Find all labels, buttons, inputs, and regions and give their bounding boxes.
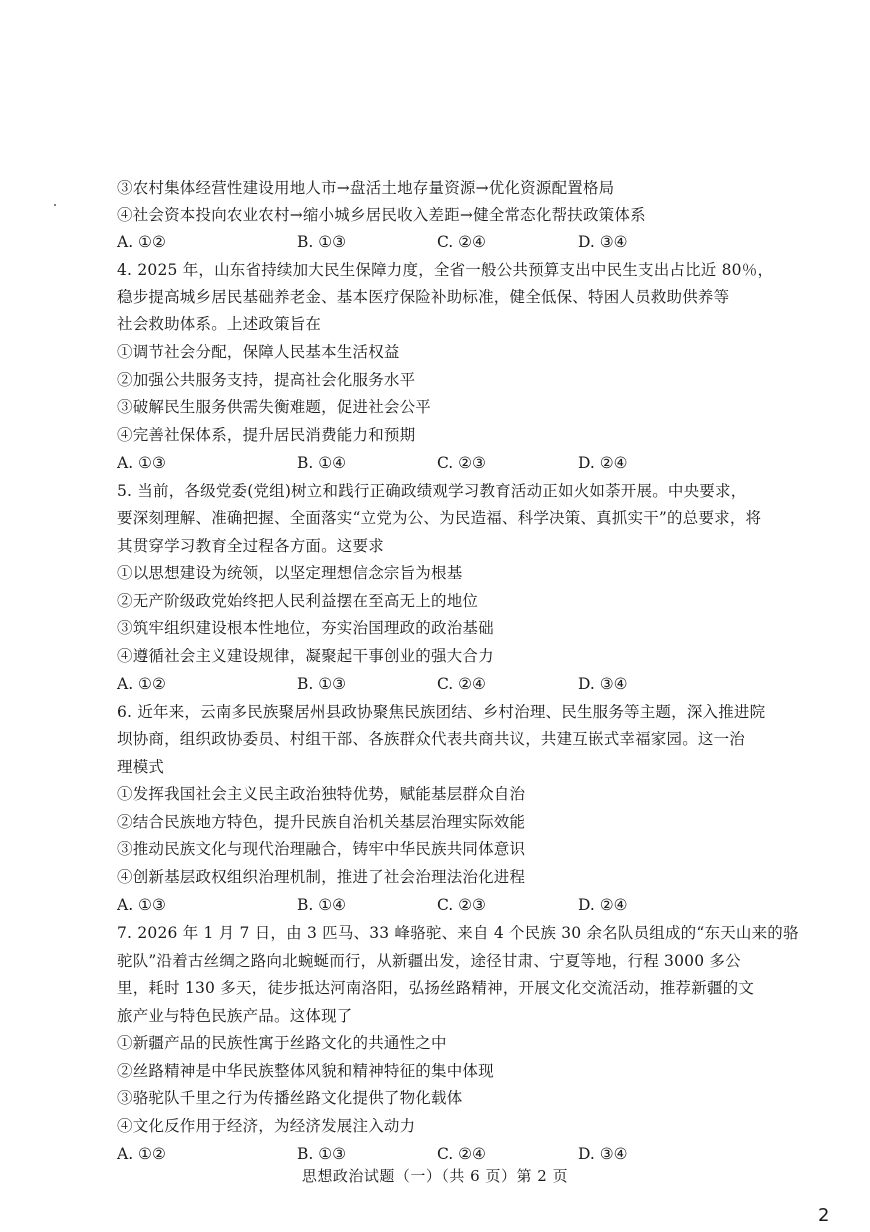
q6-option-1: ①发挥我国社会主义民主政治独特优势，赋能基层群众自治	[117, 785, 526, 803]
q4-stem-line-2: 稳步提高城乡居民基础养老金、基本医疗保险补助标准，健全低保、特困人员救助供养等	[117, 288, 730, 306]
q4-choice-d: D. ②④	[578, 454, 628, 472]
q4-option-3: ③破解民生服务供需失衡难题，促进社会公平	[117, 398, 432, 416]
q5-choice-b: B. ①③	[297, 675, 347, 693]
q6-choice-b: B. ①④	[297, 896, 347, 914]
q3-choice-d: D. ③④	[578, 233, 628, 251]
q6-stem-line-1: 6. 近年来，云南多民族聚居州县政协聚焦民族团结、乡村治理、民生服务等主题，深入推进院	[117, 703, 766, 721]
q7-stem-line-1: 7. 2026 年 1 月 7 日，由 3 匹马、33 峰骆驼、来自 4 个民族 30 余名队员组成的“东天山来的骆	[117, 924, 799, 942]
q4-choice-a: A. ①③	[117, 454, 166, 472]
q5-stem-line-1: 5. 当前，各级党委(党组)树立和践行正确政绩观学习教育活动正如火如荼开展。中央要求，	[117, 482, 747, 500]
q3-choice-c: C. ②④	[437, 233, 486, 251]
q3-option-3: ③农村集体经营性建设用地人市→盘活土地存量资源→优化资源配置格局	[117, 179, 615, 197]
q5-stem-line-3: 其贯穿学习教育全过程各方面。这要求	[117, 537, 384, 555]
q4-stem-line-1: 4. 2025 年，山东省持续加大民生保障力度，全省一般公共预算支出中民生支出占比近 80％，	[117, 261, 774, 279]
q4-option-4: ④完善社保体系，提升居民消费能力和预期	[117, 426, 416, 444]
q7-stem-line-4: 旅产业与特色民族产品。这体现了	[117, 1007, 353, 1025]
q7-choice-b: B. ①③	[297, 1145, 347, 1163]
q3-option-4: ④社会资本投向农业农村→缩小城乡居民收入差距→健全常态化帮扶政策体系	[117, 206, 646, 224]
q4-option-2: ②加强公共服务支持，提高社会化服务水平	[117, 371, 416, 389]
q6-choice-d: D. ②④	[578, 896, 628, 914]
q7-option-3: ③骆驼队千里之行为传播丝路文化提供了物化载体	[117, 1089, 463, 1107]
q7-choice-a: A. ①②	[117, 1145, 166, 1163]
q4-choice-b: B. ①④	[297, 454, 347, 472]
q6-choice-c: C. ②③	[437, 896, 486, 914]
q7-option-1: ①新疆产品的民族性寓于丝路文化的共通性之中	[117, 1034, 447, 1052]
q5-choice-c: C. ②④	[437, 675, 486, 693]
q5-choice-d: D. ③④	[578, 675, 628, 693]
q7-stem-line-2: 驼队”沿着古丝绸之路向北蜿蜒而行，从新疆出发，途径甘肃、宁夏等地，行程 3000 多公	[117, 952, 741, 970]
q4-option-1: ①调节社会分配，保障人民基本生活权益	[117, 343, 400, 361]
q6-option-2: ②结合民族地方特色，提升民族自治机关基层治理实际效能	[117, 813, 526, 831]
q7-option-4: ④文化反作用于经济，为经济发展注入动力	[117, 1117, 416, 1135]
q5-option-3: ③筑牢组织建设根本性地位，夯实治国理政的政治基础	[117, 619, 494, 637]
q6-stem-line-3: 理模式	[117, 758, 165, 776]
q7-choice-c: C. ②④	[437, 1145, 486, 1163]
page-number: 2	[818, 1205, 830, 1226]
q5-option-1: ①以思想建设为统领，以坚定理想信念宗旨为根基	[117, 564, 463, 582]
q6-stem-line-2: 坝协商，组织政协委员、村组干部、各族群众代表共商共议，共建互嵌式幸福家园。这一治	[117, 730, 746, 748]
q5-option-2: ②无产阶级政党始终把人民利益摆在至高无上的地位	[117, 592, 479, 610]
q7-choice-d: D. ③④	[578, 1145, 628, 1163]
q5-option-4: ④遵循社会主义建设规律，凝聚起干事创业的强大合力	[117, 647, 494, 665]
q6-option-3: ③推动民族文化与现代治理融合，铸牢中华民族共同体意识	[117, 840, 526, 858]
q6-option-4: ④创新基层政权组织治理机制，推进了社会治理法治化进程	[117, 868, 526, 886]
q4-stem-line-3: 社会救助体系。上述政策旨在	[117, 315, 322, 333]
q7-option-2: ②丝路精神是中华民族整体风貌和精神特征的集中体现	[117, 1062, 494, 1080]
page-footer: 思想政治试题（一）（共 6 页）第 2 页	[301, 1167, 569, 1185]
q3-choice-b: B. ①③	[297, 233, 347, 251]
q4-choice-c: C. ②③	[437, 454, 486, 472]
q5-stem-line-2: 要深刻理解、准确把握、全面落实“立党为公、为民造福、科学决策、真抓实干”的总要求，将	[117, 509, 762, 527]
q5-choice-a: A. ①②	[117, 675, 166, 693]
q7-stem-line-3: 里，耗时 130 多天，徒步抵达河南洛阳，弘扬丝路精神，开展文化交流活动，推荐新疆的文	[117, 979, 755, 997]
q6-choice-a: A. ①③	[117, 896, 166, 914]
q3-choice-a: A. ①②	[117, 233, 166, 251]
scan-speck	[54, 204, 56, 206]
